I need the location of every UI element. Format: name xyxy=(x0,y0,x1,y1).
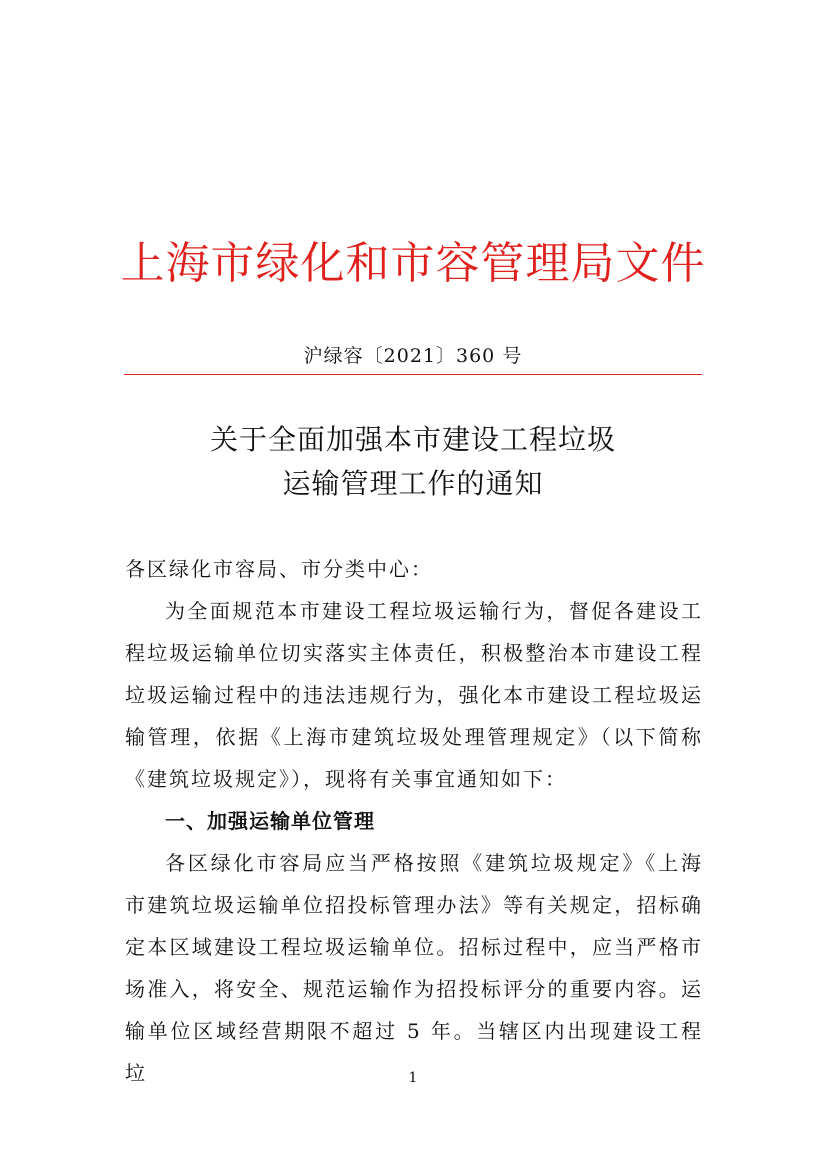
document-title xyxy=(0,418,826,506)
document-title-line-1: 关于全面加强本市建设工程垃圾 xyxy=(209,423,616,456)
section-1-heading: 一、加强运输单位管理 xyxy=(165,809,375,833)
section-1-paragraph: 各区绿化市容局应当严格按照《建筑垃圾规定》《上海市建筑垃圾运输单位招投标管理办法》等有关规定，招标确定本区域建设工程垃圾运输单位。招标过程中，应当严格市场准入，将安全、规范运输作为招投标评分的重要内容。运输单位区域经营期限不超过 5 年。当辖区内出现建设工程垃 xyxy=(125,851,703,1085)
document-body xyxy=(125,548,703,1094)
red-divider-line xyxy=(124,374,702,375)
salutation: 各区绿化市容局、市分类中心： xyxy=(125,557,433,581)
issuer-header-title: 上海市绿化和市容管理局文件 xyxy=(120,238,706,289)
document-number: 沪绿容〔2021〕360 号 xyxy=(303,345,523,367)
page-number: 1 xyxy=(408,1070,418,1086)
document-title-line-2: 运输管理工作的通知 xyxy=(282,467,544,500)
intro-paragraph: 为全面规范本市建设工程垃圾运输行为，督促各建设工程垃圾运输单位切实落实主体责任，积极整治本市建设工程垃圾运输过程中的违法违规行为，强化本市建设工程垃圾运输管理，依据《上海市建筑垃圾处理管理规定》（以下简称《建筑垃圾规定》），现将有关事宜通知如下： xyxy=(125,599,703,791)
